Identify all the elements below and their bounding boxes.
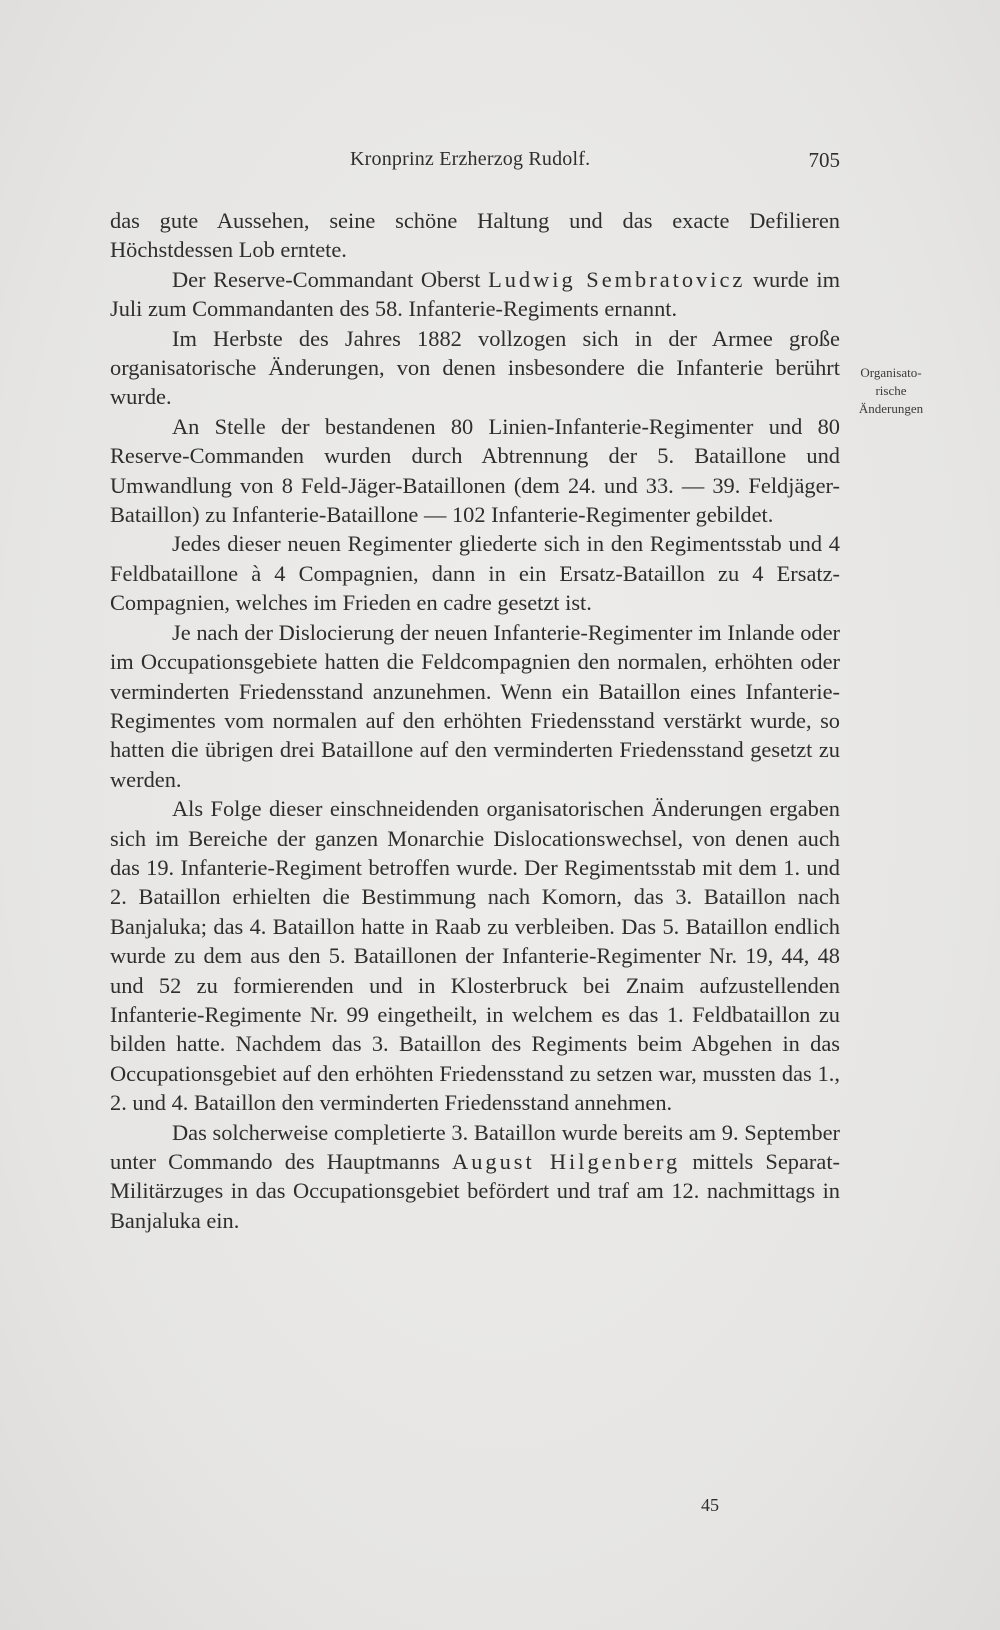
page-header: [110, 148, 840, 178]
paragraph-7: Als Folge dieser einschneidenden organisatorischen Änderungen ergaben sich im Bereiche der ganzen Monarchie Dislocationswechsel, von denen auch das 19. Infanterie-Regiment betroffen wurde. Der Regimentsstab mit dem 1. und 2. Bataillon erhielten die Bestimmung nach Komorn, das 3. Bataillon nach Banjaluka; das 4. Bataillon hatte in Raab zu verbleiben. Das 5. Bataillon endlich wurde zu dem aus den 5. Bataillonen der Infanterie-Regimenter Nr. 19, 44, 48 und 52 zu formierenden und in Klosterbruck bei Znaim aufzustellenden Infanterie-Regimente Nr. 99 eingetheilt, in welchem es das 1. Feldbataillon zu bilden hatte. Nachdem das 3. Bataillon des Regiments beim Abgehen in das Occupationsgebiet auf den erhöhten Friedensstand zu setzen war, mussten das 1., 2. und 4. Bataillon den verminderten Friedensstand annehmen.: [110, 796, 840, 1116]
paragraph-1: das gute Aussehen, seine schöne Haltung und das exacte Defilieren Höchstdessen Lob erntete.: [110, 208, 840, 263]
paragraph-8-text-a: Das solcherweise completierte 3. Bataillon wurde bereits am 9. September unter Commando des Hauptmanns: [110, 1119, 840, 1174]
margin-note-line-3: Änderungen: [858, 401, 924, 416]
page-number: 705: [808, 148, 840, 172]
running-title: Kronprinz Erzherzog Rudolf.: [350, 148, 591, 170]
paragraph-2-text-a: Der Reserve-Commandant Oberst: [172, 266, 489, 292]
paragraph-3: Im Herbste des Jahres 1882 vollzogen sich in der Armee große organisatorische Änderungen, von denen insbesondere die Infanterie berührt wurde.: [110, 325, 840, 410]
margin-note-line-1: Organisato-: [860, 365, 922, 380]
margin-note-line-2: rische: [875, 383, 907, 398]
paragraph-6: Je nach der Dislocierung der neuen Infanterie-Regimenter im Inlande oder im Occupationsgebiete hatten die Feldcompagnien den normalen, erhöhten oder verminderten Friedensstand anzunehmen. Wenn ein Bataillon eines Infanterie-Regimentes vom normalen auf den erhöhten Friedensstand verstärkt wurde, so hatten die übrigen drei Bataillone auf den verminderten Friedensstand gesetzt zu werden.: [110, 619, 840, 792]
person-name-hilgenberg: August Hilgenberg: [452, 1149, 681, 1174]
signature-mark: 45: [701, 1495, 719, 1515]
paragraph-2: [110, 265, 840, 324]
person-name-sembratovicz: Ludwig Sembratovicz: [488, 266, 746, 292]
body-text: [110, 206, 840, 1235]
paragraph-8: [110, 1118, 840, 1236]
paragraph-4: An Stelle der bestandenen 80 Linien-Infanterie-Regimenter und 80 Reserve-Commanden wurden durch Abtrennung der 5. Bataillone und Umwandlung von 8 Feld-Jäger-Bataillonen (dem 24. und 33. — 39. Feldjäger-Bataillon) zu Infanterie-Bataillone — 102 Infanterie-Regimenter gebildet.: [110, 413, 840, 528]
margin-note: [848, 364, 934, 418]
paragraph-8-text-b: mittels Separat-Militärzuges in das Occupationsgebiet befördert und traf am 12. nachmittags in Banjaluka ein.: [110, 1149, 840, 1233]
paragraph-5: Jedes dieser neuen Regimenter gliederte sich in den Regimentsstab und 4 Feldbataillone à 4 Compagnien, dann in ein Ersatz-Bataillon zu 4 Ersatz-Compagnien, welches im Frieden en cadre gesetzt ist.: [110, 531, 840, 616]
paragraph-2-text-b: wurde im Juli zum Commandanten des 58. Infanterie-Regiments ernannt.: [110, 266, 841, 322]
